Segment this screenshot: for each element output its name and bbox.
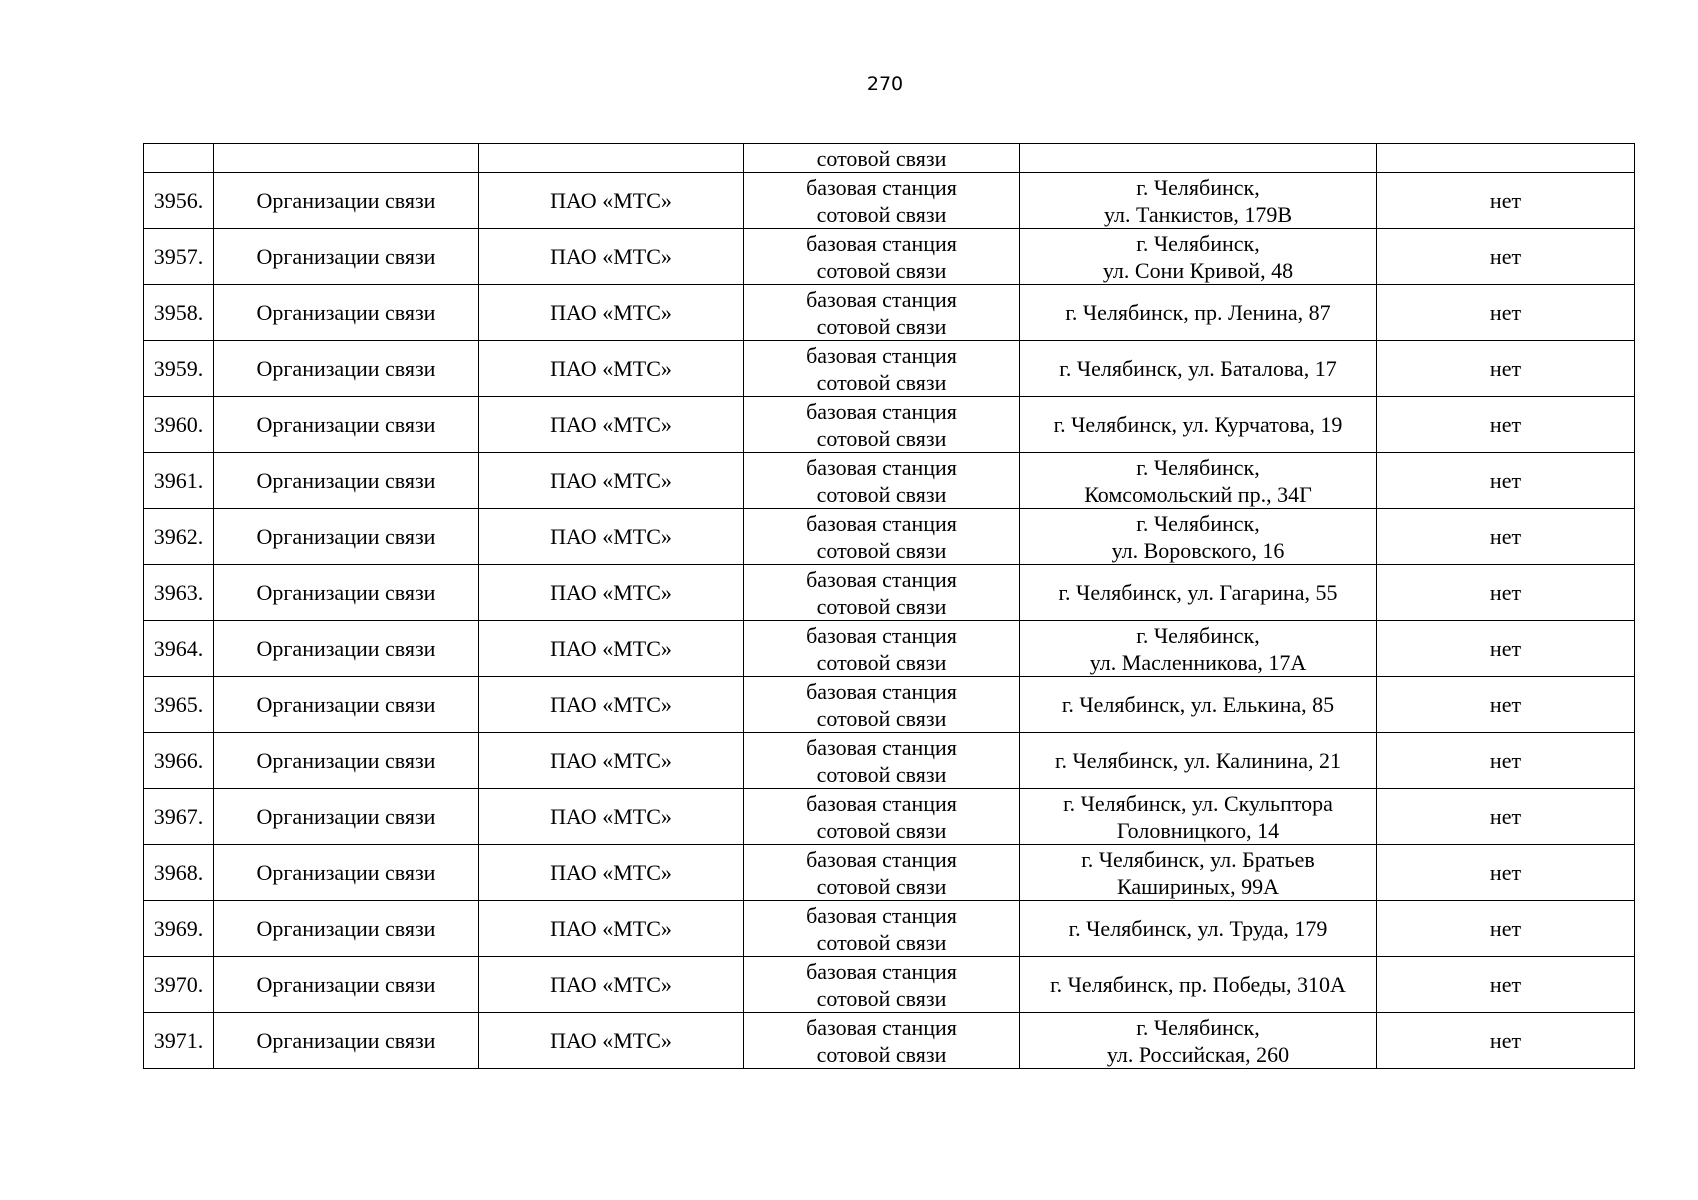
table-row: [144, 789, 1635, 845]
cell-address: [1020, 677, 1377, 733]
table-row: [144, 621, 1635, 677]
cell-address-line: г. Челябинск, пр. Ленина, 87: [1065, 300, 1331, 325]
cell-category: Организации связи: [214, 789, 479, 845]
cell-organization: ПАО «МТС»: [479, 285, 744, 341]
cell-num: 3969.: [144, 901, 214, 957]
cell-note: нет: [1377, 341, 1635, 397]
cell-category: Организации связи: [214, 901, 479, 957]
cell-organization: ПАО «МТС»: [479, 845, 744, 901]
cell-address: [1020, 901, 1377, 957]
cell-address: [1020, 173, 1377, 229]
cell-num: 3963.: [144, 565, 214, 621]
cell-address-line: г. Челябинск,: [1136, 454, 1260, 480]
cell-object-type-line: базовая станция: [806, 790, 957, 816]
cell-address: [1020, 565, 1377, 621]
cell-object-type: [744, 621, 1020, 677]
cell-organization: ПАО «МТС»: [479, 1013, 744, 1069]
cell-organization: ПАО «МТС»: [479, 341, 744, 397]
table-row: [144, 173, 1635, 229]
cell-object-type: [744, 957, 1020, 1013]
cell-object-type: [744, 341, 1020, 397]
cell-num: 3965.: [144, 677, 214, 733]
cell-object-type-line: базовая станция: [806, 230, 957, 256]
cell-address-line: г. Челябинск, ул. Братьев: [1081, 846, 1315, 872]
cell-note: нет: [1377, 173, 1635, 229]
cell-object-type-line: базовая станция: [806, 734, 957, 760]
cell-address-line: г. Челябинск, ул. Калинина, 21: [1054, 748, 1342, 773]
cell-note: нет: [1377, 1013, 1635, 1069]
cell-note: нет: [1377, 509, 1635, 565]
cell-note: нет: [1377, 621, 1635, 677]
cell-address-line: г. Челябинск,: [1136, 1014, 1260, 1040]
cell-object-type: [744, 453, 1020, 509]
cell-address-line: г. Челябинск, ул. Курчатова, 19: [1053, 412, 1343, 437]
cell-category: Организации связи: [214, 621, 479, 677]
cell-organization: ПАО «МТС»: [479, 397, 744, 453]
cell-address: [1020, 733, 1377, 789]
table-row: [144, 845, 1635, 901]
cell-category: Организации связи: [214, 1013, 479, 1069]
cell-address-line: г. Челябинск,: [1136, 622, 1260, 648]
cell-object-type-line: базовая станция: [806, 286, 957, 312]
table-row: [144, 677, 1635, 733]
cell-organization: ПАО «МТС»: [479, 565, 744, 621]
cell-num: 3961.: [144, 453, 214, 509]
cell-category: Организации связи: [214, 733, 479, 789]
cell-address-line: Головницкого, 14: [1116, 817, 1280, 843]
cell-object-type: [744, 565, 1020, 621]
cell-num: 3968.: [144, 845, 214, 901]
table-row: [144, 397, 1635, 453]
cell-object-type-line: сотовой связи: [816, 873, 947, 899]
page-number: 270: [866, 73, 904, 95]
cell-object-type-line: сотовой связи: [816, 705, 947, 731]
cell-address-line: ул. Танкистов, 179В: [1103, 201, 1293, 227]
cell-address-line: ул. Воровского, 16: [1111, 537, 1285, 563]
cell-category: [214, 144, 479, 173]
cell-organization: ПАО «МТС»: [479, 789, 744, 845]
cell-object-type-line: базовая станция: [806, 454, 957, 480]
registry-table-body: [144, 144, 1635, 1069]
cell-object-type-line: базовая станция: [806, 1014, 957, 1040]
cell-num: 3971.: [144, 1013, 214, 1069]
cell-object-type-line: сотовой связи: [816, 649, 947, 675]
cell-object-type-line: сотовой связи: [816, 1041, 947, 1067]
cell-object-type-line: базовая станция: [806, 846, 957, 872]
cell-object-type: [744, 285, 1020, 341]
cell-address: [1020, 144, 1377, 173]
cell-organization: ПАО «МТС»: [479, 957, 744, 1013]
cell-num: 3962.: [144, 509, 214, 565]
cell-num: 3958.: [144, 285, 214, 341]
cell-address-line: г. Челябинск,: [1136, 230, 1260, 256]
table-row: [144, 901, 1635, 957]
cell-category: Организации связи: [214, 677, 479, 733]
cell-category: Организации связи: [214, 845, 479, 901]
cell-address-line: г. Челябинск, ул. Труда, 179: [1068, 916, 1328, 941]
table-row: [144, 509, 1635, 565]
table-row: [144, 229, 1635, 285]
cell-num: 3959.: [144, 341, 214, 397]
cell-num: 3970.: [144, 957, 214, 1013]
cell-object-type-line: сотовой связи: [816, 929, 947, 955]
table-row: [144, 285, 1635, 341]
cell-note: нет: [1377, 397, 1635, 453]
cell-object-type-line: базовая станция: [806, 622, 957, 648]
cell-address: [1020, 789, 1377, 845]
cell-organization: ПАО «МТС»: [479, 173, 744, 229]
cell-category: Организации связи: [214, 285, 479, 341]
cell-address-line: ул. Российская, 260: [1106, 1041, 1290, 1067]
cell-address-line: ул. Масленникова, 17А: [1089, 649, 1307, 675]
cell-note: нет: [1377, 957, 1635, 1013]
cell-category: Организации связи: [214, 397, 479, 453]
cell-address-line: г. Челябинск, ул. Баталова, 17: [1059, 356, 1337, 381]
cell-object-type-line: сотовой связи: [816, 593, 947, 619]
cell-category: Организации связи: [214, 565, 479, 621]
cell-num: 3957.: [144, 229, 214, 285]
cell-object-type-line: сотовой связи: [816, 817, 947, 843]
cell-address-line: г. Челябинск,: [1136, 174, 1260, 200]
cell-object-type-line: базовая станция: [806, 510, 957, 536]
table-row: [144, 1013, 1635, 1069]
cell-object-type-line: сотовой связи: [816, 985, 947, 1011]
cell-address: [1020, 1013, 1377, 1069]
cell-object-type-line: сотовой связи: [816, 257, 947, 283]
cell-object-type: [744, 1013, 1020, 1069]
cell-note: нет: [1377, 901, 1635, 957]
cell-note: нет: [1377, 285, 1635, 341]
cell-note: нет: [1377, 677, 1635, 733]
cell-address: [1020, 621, 1377, 677]
cell-object-type: [744, 733, 1020, 789]
registry-table: [143, 143, 1635, 1069]
cell-num: 3964.: [144, 621, 214, 677]
cell-object-type: [744, 845, 1020, 901]
cell-address-line: г. Челябинск, ул. Гагарина, 55: [1058, 580, 1338, 605]
cell-category: Организации связи: [214, 341, 479, 397]
cell-note: нет: [1377, 789, 1635, 845]
cell-object-type-line: сотовой связи: [816, 537, 947, 563]
table-row: [144, 453, 1635, 509]
cell-object-type: [744, 677, 1020, 733]
cell-num: 3956.: [144, 173, 214, 229]
cell-organization: ПАО «МТС»: [479, 509, 744, 565]
cell-category: Организации связи: [214, 453, 479, 509]
cell-object-type-line: сотовой связи: [816, 481, 947, 507]
cell-object-type-line: сотовой связи: [816, 313, 947, 339]
cell-category: Организации связи: [214, 173, 479, 229]
cell-address-line: Кашириных, 99А: [1116, 873, 1280, 899]
cell-note: [1377, 144, 1635, 173]
cell-note: нет: [1377, 845, 1635, 901]
table-row: [144, 341, 1635, 397]
table-row: [144, 565, 1635, 621]
cell-object-type-line: сотовой связи: [816, 425, 947, 451]
cell-object-type: [744, 901, 1020, 957]
cell-address: [1020, 453, 1377, 509]
cell-object-type-line: сотовой связи: [816, 761, 947, 787]
cell-object-type-line: базовая станция: [806, 342, 957, 368]
table-row: [144, 733, 1635, 789]
cell-note: нет: [1377, 229, 1635, 285]
continuation-row: [144, 144, 1635, 173]
cell-address-line: ул. Сони Кривой, 48: [1102, 257, 1294, 283]
cell-address-line: г. Челябинск,: [1136, 510, 1260, 536]
cell-object-type: сотовой связи: [744, 144, 1020, 173]
cell-address-line: г. Челябинск, ул. Елькина, 85: [1061, 692, 1335, 717]
cell-address-line: Комсомольский пр., 34Г: [1084, 481, 1312, 507]
cell-address: [1020, 341, 1377, 397]
cell-num: 3960.: [144, 397, 214, 453]
cell-object-type-line: базовая станция: [806, 958, 957, 984]
cell-object-type-line: базовая станция: [806, 174, 957, 200]
cell-object-type: [744, 397, 1020, 453]
cell-object-type: [744, 789, 1020, 845]
cell-organization: [479, 144, 744, 173]
cell-address: [1020, 285, 1377, 341]
cell-address-line: г. Челябинск, пр. Победы, 310А: [1050, 972, 1346, 997]
cell-num: 3967.: [144, 789, 214, 845]
cell-object-type-line: базовая станция: [806, 902, 957, 928]
cell-address: [1020, 509, 1377, 565]
cell-object-type-line: базовая станция: [806, 678, 957, 704]
cell-object-type-line: базовая станция: [806, 398, 957, 424]
cell-address-line: г. Челябинск, ул. Скульптора: [1063, 790, 1333, 816]
cell-object-type-line: сотовой связи: [816, 369, 947, 395]
cell-address: [1020, 957, 1377, 1013]
cell-object-type-line: сотовой связи: [816, 201, 947, 227]
cell-organization: ПАО «МТС»: [479, 677, 744, 733]
cell-category: Организации связи: [214, 509, 479, 565]
cell-object-type: [744, 229, 1020, 285]
cell-note: нет: [1377, 453, 1635, 509]
cell-object-type: [744, 509, 1020, 565]
cell-organization: ПАО «МТС»: [479, 733, 744, 789]
cell-organization: ПАО «МТС»: [479, 621, 744, 677]
cell-num: 3966.: [144, 733, 214, 789]
cell-address: [1020, 229, 1377, 285]
cell-organization: ПАО «МТС»: [479, 901, 744, 957]
cell-address: [1020, 397, 1377, 453]
cell-note: нет: [1377, 565, 1635, 621]
table-row: [144, 957, 1635, 1013]
cell-category: Организации связи: [214, 957, 479, 1013]
cell-object-type-line: базовая станция: [806, 566, 957, 592]
cell-note: нет: [1377, 733, 1635, 789]
cell-category: Организации связи: [214, 229, 479, 285]
cell-address: [1020, 845, 1377, 901]
cell-num: [144, 144, 214, 173]
cell-object-type: [744, 173, 1020, 229]
cell-organization: ПАО «МТС»: [479, 453, 744, 509]
cell-organization: ПАО «МТС»: [479, 229, 744, 285]
